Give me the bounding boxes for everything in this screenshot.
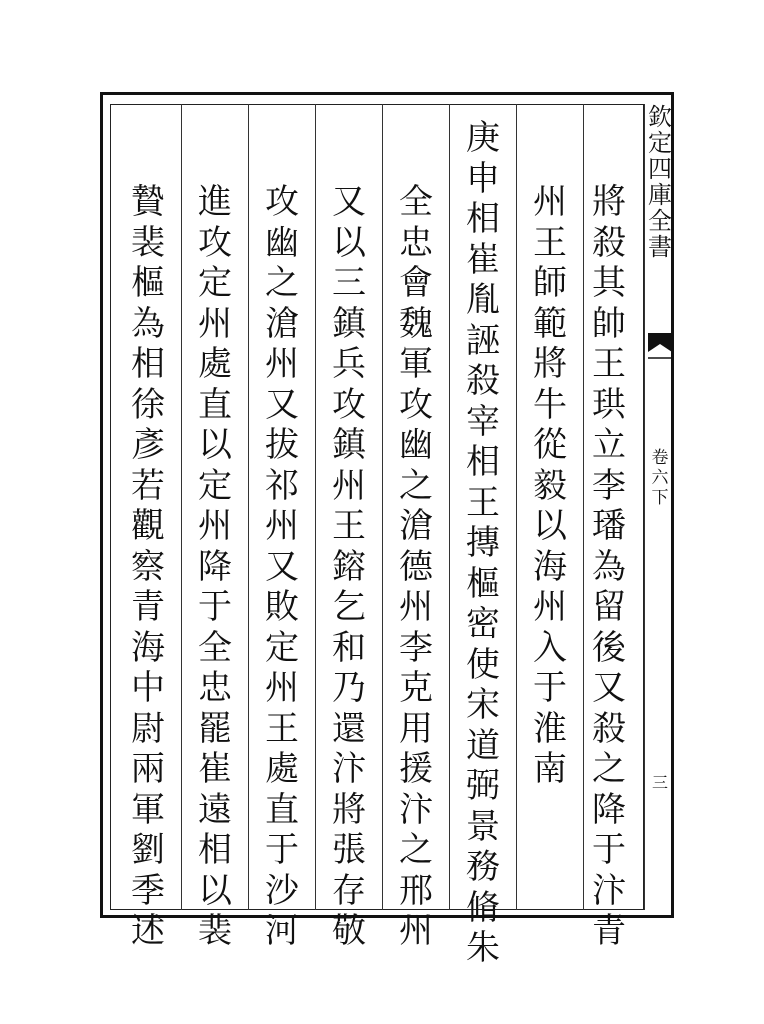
margin-title	[646, 104, 674, 260]
text-char: 拔	[265, 425, 299, 465]
text-char: 申	[466, 158, 500, 199]
text-char: 王	[466, 482, 500, 523]
text-char: 海	[131, 627, 165, 668]
text-char: 淮	[533, 708, 567, 749]
text-char: 于	[592, 830, 626, 870]
text-char: 以	[533, 506, 567, 546]
text-char: 徐	[131, 384, 165, 425]
text-char: 邢	[399, 870, 433, 911]
margin-title-char: 定	[648, 129, 672, 157]
margin-title-char: 四	[648, 155, 672, 183]
margin-page-number: 三	[651, 773, 668, 792]
text-char: 于	[533, 668, 567, 708]
text-char: 季	[131, 870, 165, 911]
margin-rule	[644, 104, 645, 910]
text-char: 又	[332, 182, 366, 222]
text-char: 彥	[131, 425, 165, 465]
text-char: 李	[399, 627, 433, 668]
text-char: 處	[198, 344, 232, 384]
text-char: 汴	[332, 749, 366, 789]
text-char: 全	[198, 627, 232, 668]
column-rule	[382, 104, 383, 910]
text-char: 為	[592, 546, 626, 587]
text-char: 樞	[131, 263, 165, 303]
text-char: 州	[265, 506, 299, 546]
column-rule	[516, 104, 517, 910]
text-char: 後	[592, 627, 626, 668]
text-char: 滄	[399, 506, 433, 546]
text-char: 乃	[332, 668, 366, 708]
text-char: 殺	[592, 222, 626, 263]
text-char: 毅	[533, 465, 567, 506]
column-rule	[583, 104, 584, 910]
column-rule	[248, 104, 249, 910]
text-char: 州	[399, 911, 433, 951]
text-char: 以	[332, 222, 366, 263]
text-char: 攻	[399, 384, 433, 425]
margin-volume	[648, 448, 672, 508]
fish-tail-icon	[647, 332, 673, 370]
text-char: 道	[466, 725, 500, 766]
text-char: 青	[131, 587, 165, 627]
text-char: 使	[466, 644, 500, 685]
text-char: 務	[466, 847, 500, 887]
text-char: 州	[265, 344, 299, 384]
text-char: 沙	[265, 870, 299, 911]
text-char: 若	[131, 465, 165, 506]
text-char: 張	[332, 830, 366, 870]
text-char: 師	[533, 263, 567, 303]
text-char: 中	[131, 668, 165, 708]
text-char: 又	[265, 384, 299, 425]
text-char: 摶	[466, 523, 500, 563]
text-char: 璠	[592, 506, 626, 546]
text-column	[586, 182, 632, 952]
text-char: 兩	[131, 749, 165, 789]
text-column	[259, 182, 305, 952]
text-char: 之	[265, 263, 299, 303]
text-char: 牛	[533, 384, 567, 425]
text-char: 鎔	[332, 546, 366, 587]
text-char: 相	[198, 830, 232, 870]
text-char: 于	[265, 830, 299, 870]
text-char: 定	[265, 627, 299, 668]
text-char: 攻	[265, 182, 299, 222]
text-char: 三	[332, 263, 366, 303]
text-char: 殺	[592, 708, 626, 749]
margin-title-char: 欽	[648, 103, 672, 131]
margin-title-char: 全	[648, 207, 672, 235]
text-char: 胤	[466, 280, 500, 320]
text-char: 尉	[131, 708, 165, 749]
text-char: 軍	[131, 789, 165, 830]
text-char: 王	[592, 344, 626, 384]
text-char: 處	[265, 749, 299, 789]
text-char: 之	[399, 830, 433, 870]
text-char: 從	[533, 425, 567, 465]
text-char: 脩	[466, 887, 500, 928]
text-char: 罷	[198, 708, 232, 749]
text-char: 滄	[265, 303, 299, 344]
text-char: 將	[533, 344, 567, 384]
text-char: 于	[198, 587, 232, 627]
text-char: 相	[466, 199, 500, 239]
text-char: 忠	[198, 668, 232, 708]
text-char: 將	[592, 182, 626, 222]
text-char: 以	[198, 425, 232, 465]
text-char: 王	[332, 506, 366, 546]
text-char: 援	[399, 749, 433, 789]
column-rule	[181, 104, 182, 910]
text-char: 克	[399, 668, 433, 708]
text-char: 忠	[399, 222, 433, 263]
text-char: 幽	[265, 222, 299, 263]
text-char: 樞	[466, 563, 500, 604]
text-char: 州	[332, 465, 366, 506]
text-char: 存	[332, 870, 366, 911]
text-char: 進	[198, 182, 232, 222]
text-char: 州	[265, 668, 299, 708]
text-char: 軍	[399, 344, 433, 384]
text-char: 贄	[131, 182, 165, 222]
text-char: 李	[592, 465, 626, 506]
text-char: 庚	[466, 118, 500, 158]
text-char: 述	[131, 911, 165, 951]
text-char: 遠	[198, 789, 232, 830]
text-char: 裴	[131, 222, 165, 263]
text-column	[527, 182, 573, 790]
text-char: 青	[592, 911, 626, 951]
text-char: 留	[592, 587, 626, 627]
text-char: 相	[466, 442, 500, 482]
text-column	[192, 182, 238, 952]
text-char: 和	[332, 627, 366, 668]
text-char: 海	[533, 546, 567, 587]
text-char: 宰	[466, 401, 500, 442]
text-char: 州	[533, 587, 567, 627]
text-char: 入	[533, 627, 567, 668]
text-char: 鎮	[332, 303, 366, 344]
text-char: 王	[265, 708, 299, 749]
text-char: 祁	[265, 465, 299, 506]
text-char: 會	[399, 263, 433, 303]
text-char: 攻	[332, 384, 366, 425]
text-column	[393, 182, 439, 952]
text-column	[326, 182, 372, 952]
text-char: 密	[466, 604, 500, 644]
text-char: 誣	[466, 320, 500, 361]
text-char: 汴	[592, 870, 626, 911]
text-char: 州	[533, 182, 567, 222]
text-char: 範	[533, 303, 567, 344]
text-char: 相	[131, 344, 165, 384]
text-char: 德	[399, 546, 433, 587]
margin-volume-char: 卷	[651, 448, 669, 468]
column-rule	[315, 104, 316, 910]
text-char: 劉	[131, 830, 165, 870]
text-char: 以	[198, 870, 232, 911]
text-char: 立	[592, 425, 626, 465]
text-char: 宋	[466, 685, 500, 725]
text-char: 又	[265, 546, 299, 587]
text-char: 又	[592, 668, 626, 708]
margin-title-char: 庫	[648, 181, 672, 209]
text-char: 幽	[399, 425, 433, 465]
text-char: 朱	[466, 928, 500, 968]
text-char: 敬	[332, 911, 366, 951]
text-char: 弼	[466, 766, 500, 806]
text-char: 景	[466, 806, 500, 847]
margin-volume-char: 下	[651, 488, 669, 508]
text-char: 其	[592, 263, 626, 303]
text-char: 攻	[198, 222, 232, 263]
text-char: 之	[592, 749, 626, 789]
text-char: 鎮	[332, 425, 366, 465]
text-char: 定	[198, 465, 232, 506]
text-char: 南	[533, 749, 567, 789]
text-char: 觀	[131, 506, 165, 546]
text-char: 降	[198, 546, 232, 587]
text-char: 敗	[265, 587, 299, 627]
text-char: 魏	[399, 303, 433, 344]
text-column	[125, 182, 171, 952]
text-char: 直	[265, 789, 299, 830]
text-char: 裴	[198, 911, 232, 951]
margin-title-char: 書	[648, 233, 672, 261]
text-char: 王	[533, 222, 567, 263]
text-char: 州	[399, 587, 433, 627]
text-char: 將	[332, 789, 366, 830]
text-char: 為	[131, 303, 165, 344]
text-char: 崔	[198, 749, 232, 789]
text-char: 還	[332, 708, 366, 749]
text-char: 州	[198, 303, 232, 344]
text-char: 帥	[592, 303, 626, 344]
text-char: 汴	[399, 789, 433, 830]
text-char: 殺	[466, 361, 500, 401]
text-char: 崔	[466, 239, 500, 280]
text-char: 河	[265, 911, 299, 951]
text-char: 降	[592, 789, 626, 830]
text-char: 察	[131, 546, 165, 587]
text-char: 兵	[332, 344, 366, 384]
margin-volume-char: 六	[651, 468, 669, 488]
text-column	[460, 118, 506, 969]
text-char: 州	[198, 506, 232, 546]
text-char: 珙	[592, 384, 626, 425]
text-char: 定	[198, 263, 232, 303]
text-char: 用	[399, 708, 433, 749]
text-char: 全	[399, 182, 433, 222]
text-char: 乞	[332, 587, 366, 627]
text-char: 直	[198, 384, 232, 425]
text-char: 之	[399, 465, 433, 506]
column-rule	[449, 104, 450, 910]
